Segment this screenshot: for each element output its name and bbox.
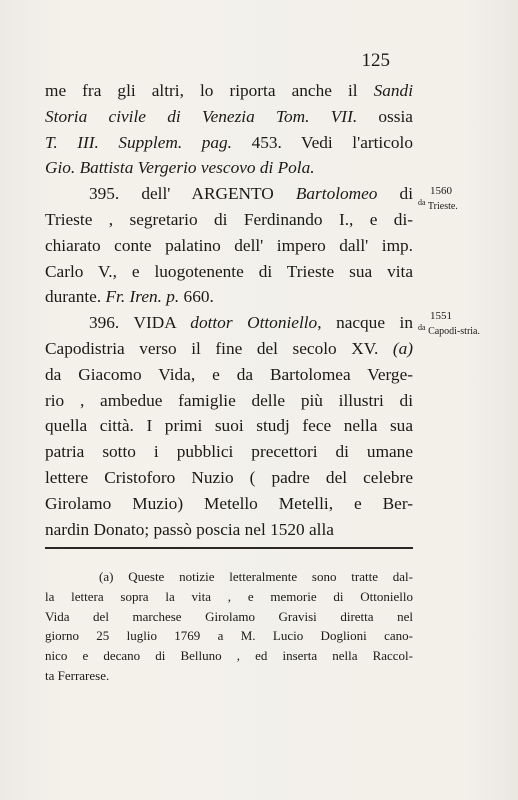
text-line [45, 155, 413, 181]
text-span: di [377, 184, 413, 204]
text-line [45, 233, 413, 259]
italic-span: Sandi [373, 81, 413, 100]
text-span: da Giacomo Vida, e da Bartolomea Verge- [45, 364, 413, 384]
text-span: 396. VIDA [89, 313, 191, 333]
text-line [45, 284, 413, 310]
page-number: 125 [361, 50, 390, 71]
text-span: ossia [357, 106, 413, 126]
text-line [45, 336, 413, 362]
text-line [45, 517, 413, 543]
text-line [45, 130, 413, 156]
italic-span: dottor Ottoniello [190, 313, 318, 333]
main-text [45, 78, 413, 542]
text-span: , nacque in [317, 313, 413, 333]
margin-note-1551 [418, 310, 484, 337]
text-span: Carlo V., e luogotenente di Trieste sua vita [45, 261, 413, 281]
footnote-line: giorno 25 luglio 1769 a M. Lucio Doglioni cano- [45, 628, 413, 644]
text-span: me fra gli altri, lo riporta anche il [45, 81, 374, 100]
footnote [45, 567, 413, 686]
margin-note-da: da [418, 323, 426, 332]
italic-span: Fr. Iren. p. [105, 287, 180, 307]
text-line [45, 388, 413, 414]
text-line [45, 439, 413, 465]
text-span: 660. [179, 287, 214, 307]
italic-span: (a) [392, 338, 413, 358]
italic-span: Storia civile di Venezia Tom. VII. [45, 106, 358, 126]
text-span: 453. Vedi l'articolo [232, 132, 413, 152]
margin-note-year: 1551 [430, 310, 452, 322]
footnote-line: nico e decano di Belluno , ed inserta nella Raccol- [45, 648, 413, 664]
text-line [45, 465, 413, 491]
footnote-divider [45, 547, 413, 549]
text-line [45, 413, 413, 439]
text-span: Capodistria verso il fine del secolo XV. [45, 338, 393, 358]
text-span: Trieste , segretario di Ferdinando I., e di- [45, 209, 413, 229]
italic-span: Gio. Battista Vergerio vescovo di Pola. [45, 158, 315, 178]
text-line [45, 491, 413, 517]
text-span: durante. [45, 287, 106, 307]
italic-span: Bartolomeo [295, 184, 378, 204]
text-span: quella città. I primi suoi studj fece nella sua [45, 416, 413, 436]
footnote-line: (a) Queste notizie letteralmente sono tratte dal- [99, 569, 413, 584]
text-span: rio , ambedue famiglie delle più illustri di [45, 390, 413, 410]
text-span: Girolamo Muzio) Metello Metelli, e Ber- [45, 493, 413, 513]
margin-note-place: Trieste. [427, 201, 458, 212]
text-span: chiarato conte palatino dell' impero dall' imp. [45, 235, 413, 255]
footnote-line: ta Ferrarese. [45, 667, 110, 683]
text-span: patria sotto i pubblici precettori di umane [45, 442, 413, 462]
text-line [45, 207, 413, 233]
text-span: nardin Donato; passò poscia nel 1520 alla [45, 519, 334, 539]
text-line [45, 259, 413, 285]
margin-note-da: da [418, 198, 426, 207]
text-line [45, 181, 413, 207]
footnote-line: la lettera sopra la vita , e memorie di Ottoniello [45, 588, 413, 604]
text-line [45, 362, 413, 388]
text-line [45, 310, 413, 336]
margin-note-year: 1560 [430, 185, 452, 197]
text-line [45, 78, 413, 104]
margin-note-1560 [418, 185, 484, 212]
italic-span: T. III. Supplem. pag. [45, 132, 232, 152]
text-line [45, 104, 413, 130]
footnote-line: Vida del marchese Girolamo Gravisi diretta nel [45, 608, 413, 624]
text-span: 395. dell' ARGENTO [89, 184, 296, 204]
margin-note-place: Capodi-stria. [428, 326, 480, 337]
text-span: lettere Cristoforo Nuzio ( padre del celebre [45, 467, 413, 487]
